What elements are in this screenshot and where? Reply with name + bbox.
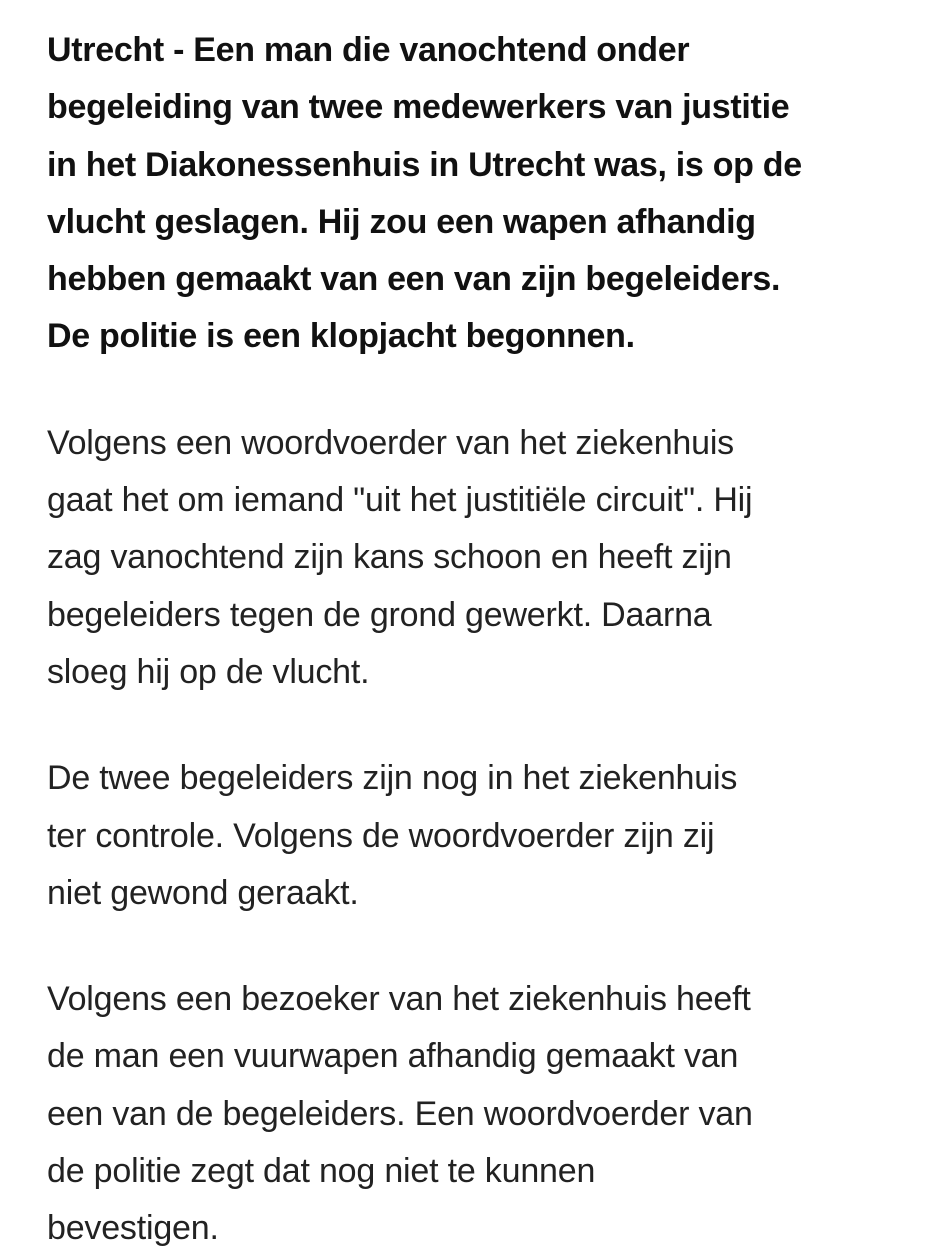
- paragraph-line: Volgens een bezoeker van het ziekenhuis heeft: [47, 980, 751, 1019]
- paragraph-line: de politie zegt dat nog niet te kunnen: [47, 1152, 596, 1191]
- lead-line: vlucht geslagen. Hij zou een wapen afhandig: [47, 202, 756, 241]
- lead-line: in het Diakonessenhuis in Utrecht was, is op de: [47, 145, 802, 184]
- lead-line: begeleiding van twee medewerkers van justitie: [47, 88, 790, 127]
- paragraph-line: niet gewond geraakt.: [47, 873, 359, 912]
- paragraph-line: ter controle. Volgens de woordvoerder zijn zij: [47, 816, 715, 855]
- article-paragraph-2: [47, 750, 887, 922]
- lead-line: hebben gemaakt van een van zijn begeleiders.: [47, 260, 781, 299]
- paragraph-line: bevestigen.: [47, 1209, 219, 1248]
- paragraph-line: sloeg hij op de vlucht.: [47, 652, 370, 691]
- lead-line: De politie is een klopjacht begonnen.: [47, 317, 635, 356]
- paragraph-line: zag vanochtend zijn kans schoon en heeft zijn: [47, 538, 732, 577]
- article-paragraph-1: [47, 415, 887, 701]
- paragraph-line: de man een vuurwapen afhandig gemaakt van: [47, 1037, 739, 1076]
- paragraph-line: Volgens een woordvoerder van het ziekenhuis: [47, 423, 734, 462]
- article-lead: [47, 22, 887, 366]
- paragraph-line: gaat het om iemand "uit het justitiële circuit". Hij: [47, 481, 753, 520]
- paragraph-line: De twee begeleiders zijn nog in het ziekenhuis: [47, 759, 738, 798]
- article-paragraph-3: [47, 971, 887, 1257]
- lead-line: Utrecht - Een man die vanochtend onder: [47, 31, 690, 69]
- paragraph-line: begeleiders tegen de grond gewerkt. Daarna: [47, 595, 712, 634]
- paragraph-line: een van de begeleiders. Een woordvoerder van: [47, 1094, 753, 1133]
- article-body: [47, 22, 887, 1258]
